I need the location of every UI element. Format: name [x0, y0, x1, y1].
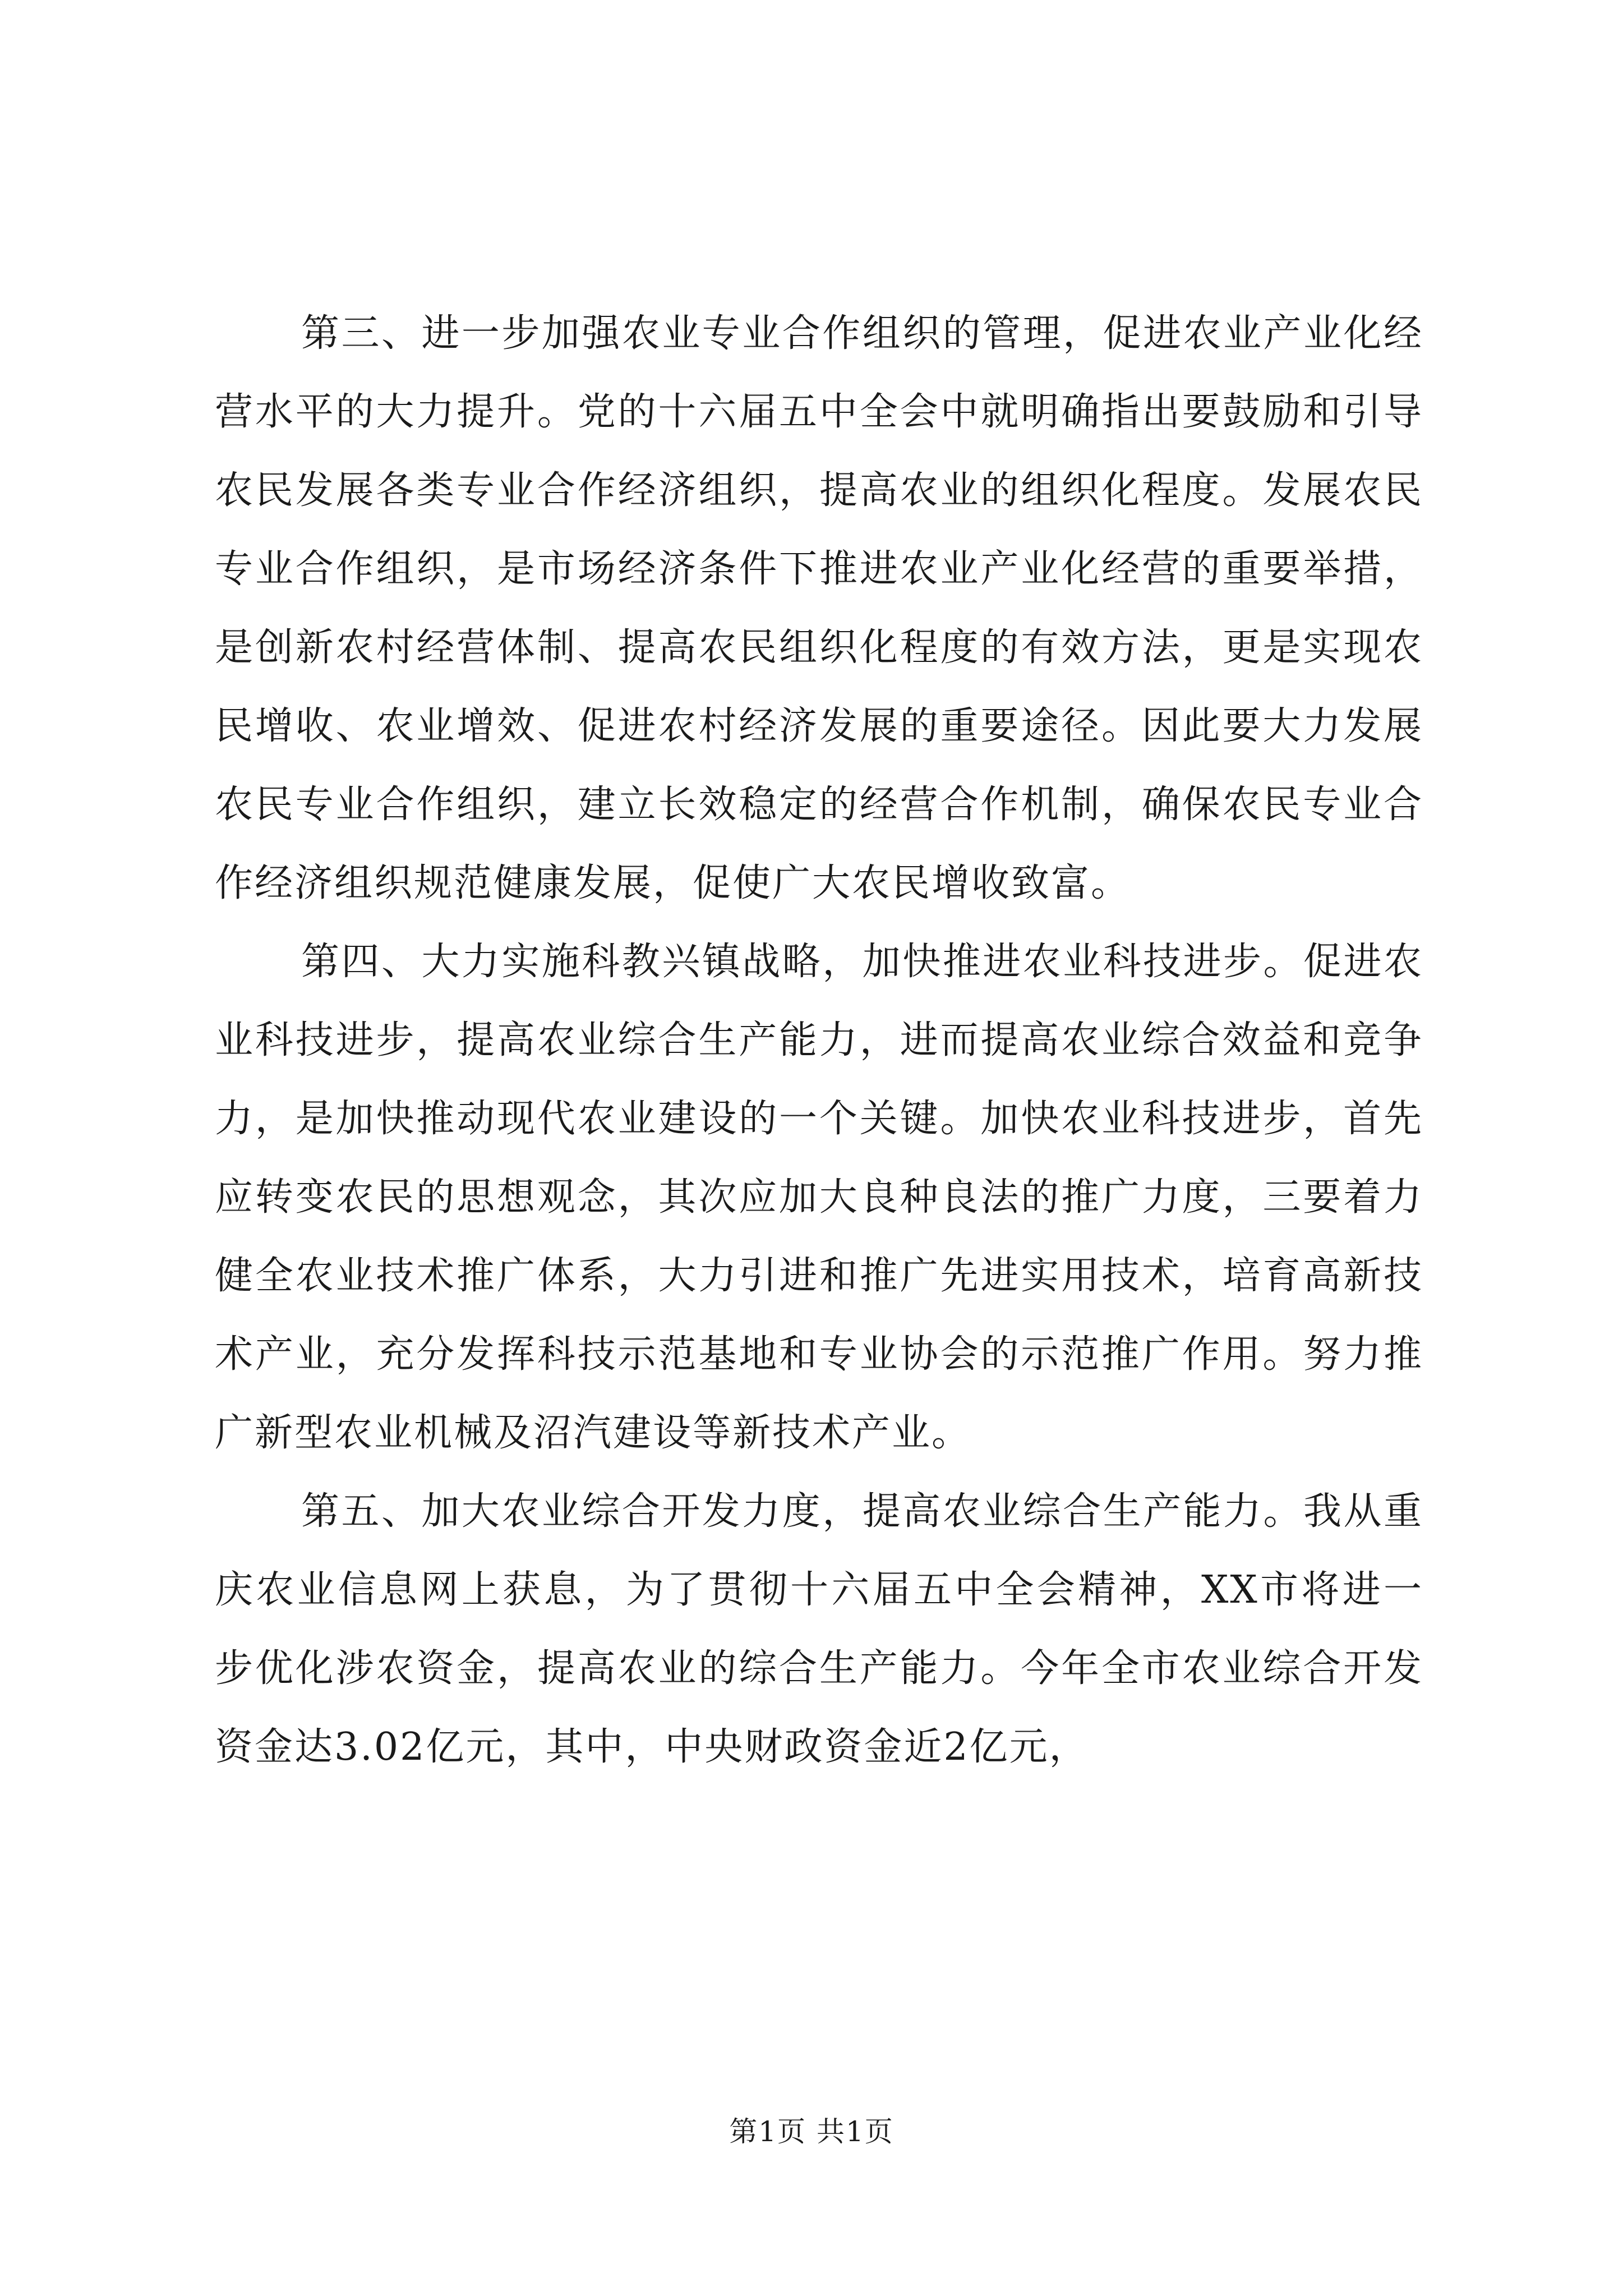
paragraph-fifth: 第五、加大农业综合开发力度，提高农业综合生产能力。我从重庆农业信息网上获息，为了贯彻十六届五中全会精神，XX市将进一步优化涉农资金，提高农业的综合生产能力。今年全市农业综合开发资金达3.02亿元，其中，中央财政资金近2亿元， [215, 1489, 1423, 1769]
paragraph-third: 第三、进一步加强农业专业合作组织的管理，促进农业产业化经营水平的大力提升。党的十六届五中全会中就明确指出要鼓励和引导农民发展各类专业合作经济组织，提高农业的组织化程度。发展农民专业合作组织，是市场经济条件下推进农业产业化经营的重要举措，是创新农村经营体制、提高农民组织化程度的有效方法，更是实现农民增收、农业增效、促进农村经济发展的重要途径。因此要大力发展农民专业合作组织，建立长效稳定的经营合作机制，确保农民专业合作经济组织规范健康发展，促使广大农民增收致富。 [215, 311, 1423, 905]
paragraph-fourth: 第四、大力实施科教兴镇战略，加快推进农业科技进步。促进农业科技进步，提高农业综合生产能力，进而提高农业综合效益和竞争力，是加快推动现代农业建设的一个关键。加快农业科技进步，首先应转变农民的思想观念，其次应加大良种良法的推广力度，三要着力健全农业技术推广体系，大力引进和推广先进实用技术，培育高新技术产业，充分发挥科技示范基地和专业协会的示范推广作用。努力推广新型农业机械及沼汽建设等新技术产业。 [215, 940, 1423, 1455]
page-footer: 第1页 共1页 [729, 2115, 894, 2148]
document-body [215, 295, 1423, 1787]
